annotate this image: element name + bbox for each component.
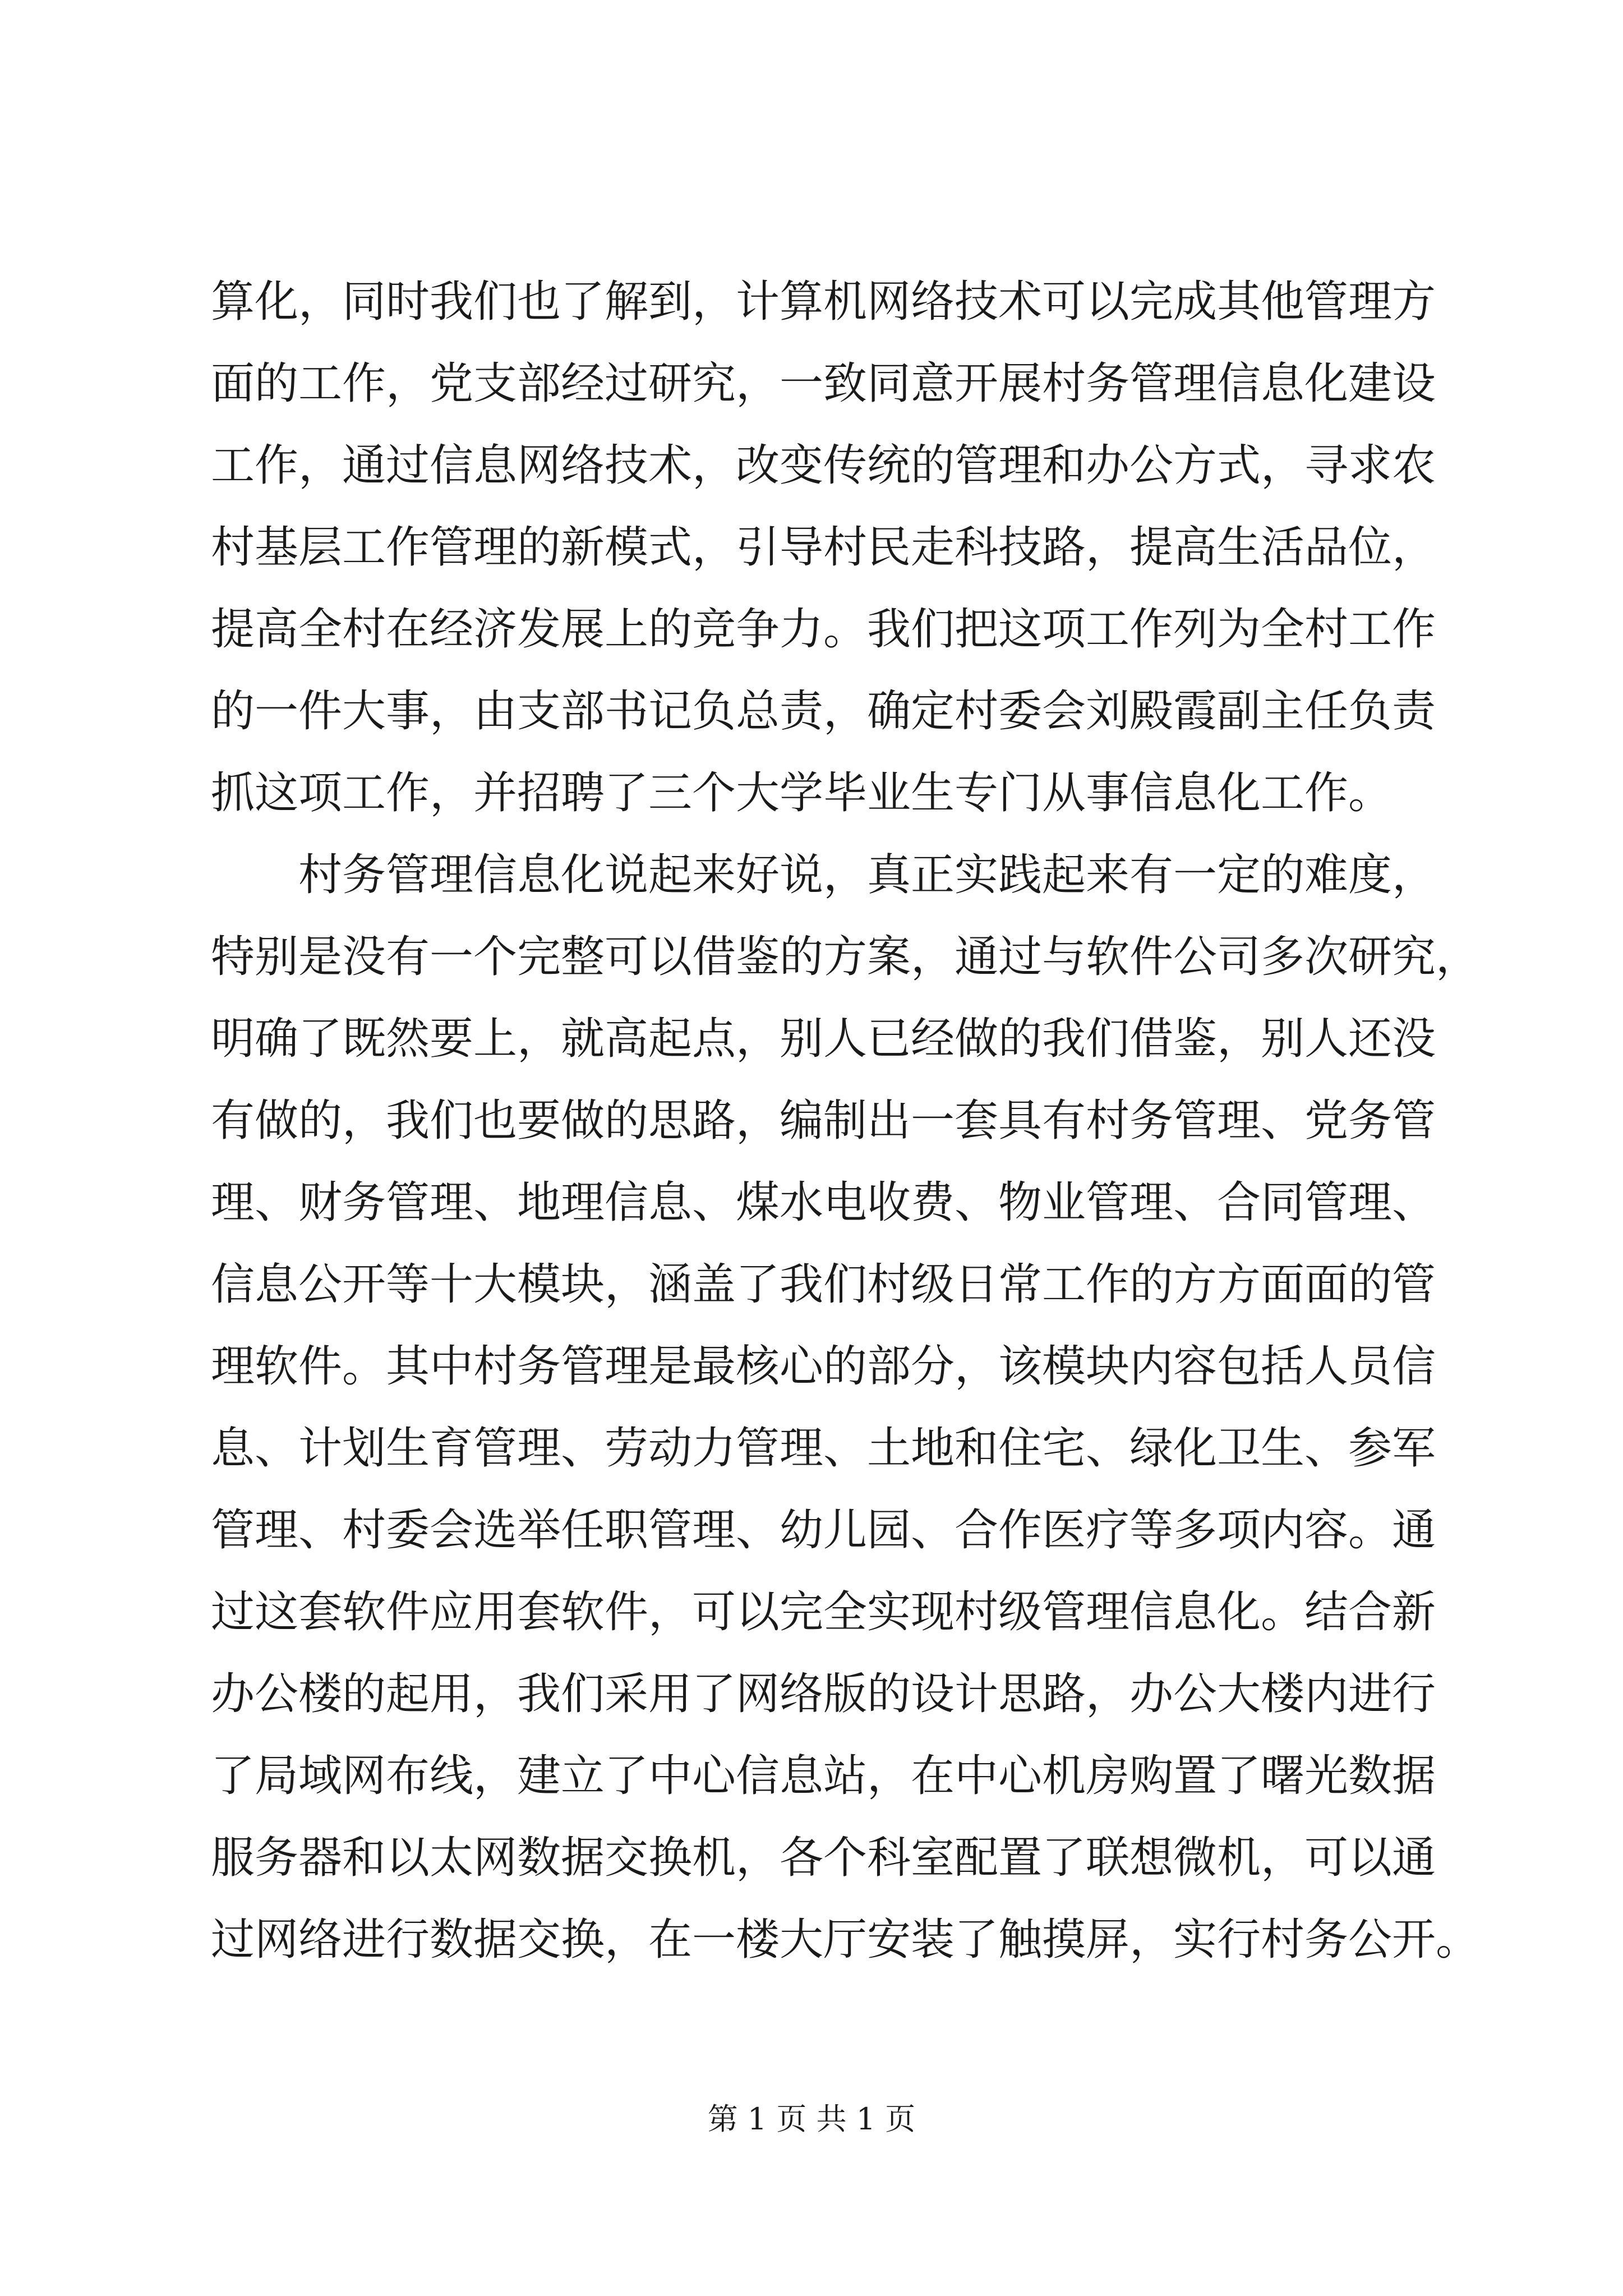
text-line: 特别是没有一个完整可以借鉴的方案，通过与软件公司多次研究，: [211, 932, 1480, 982]
text-line: 了局域网布线，建立了中心信息站，在中心机房购置了曙光数据: [211, 1751, 1436, 1801]
text-line: 面的工作，党支部经过研究，一致同意开展村务管理信息化建设: [211, 358, 1436, 409]
document-body: [211, 261, 1480, 1981]
page-number: 第 1 页 共 1 页: [707, 2101, 916, 2137]
text-line: 村基层工作管理的新模式，引导村民走科技路，提高生活品位，: [211, 522, 1436, 573]
text-line: 理软件。其中村务管理是最核心的部分，该模块内容包括人员信: [211, 1341, 1436, 1392]
text-line: 息、计划生育管理、劳动力管理、土地和住宅、绿化卫生、参军: [211, 1423, 1436, 1474]
text-line: 信息公开等十大模块，涵盖了我们村级日常工作的方方面面的管: [211, 1259, 1436, 1310]
page-footer: [0, 2095, 1623, 2138]
text-line: 过网络进行数据交换，在一楼大厅安装了触摸屏，实行村务公开。: [211, 1915, 1480, 1965]
text-line: 过这套软件应用套软件，可以完全实现村级管理信息化。结合新: [211, 1587, 1436, 1637]
text-line: 明确了既然要上，就高起点，别人已经做的我们借鉴，别人还没: [211, 1014, 1436, 1064]
text-line: 算化，同时我们也了解到，计算机网络技术可以完成其他管理方: [211, 277, 1436, 327]
text-line: 管理、村委会选举任职管理、幼儿园、合作医疗等多项内容。通: [211, 1505, 1436, 1556]
text-line: 理、财务管理、地理信息、煤水电收费、物业管理、合同管理、: [211, 1177, 1436, 1228]
text-line: 工作，通过信息网络技术，改变传统的管理和办公方式，寻求农: [211, 440, 1436, 491]
text-line: 有做的，我们也要做的思路，编制出一套具有村务管理、党务管: [211, 1096, 1436, 1146]
text-line: 村务管理信息化说起来好说，真正实践起来有一定的难度，: [298, 850, 1436, 900]
text-line: 服务器和以太网数据交换机，各个科室配置了联想微机，可以通: [211, 1833, 1436, 1883]
text-line: 的一件大事，由支部书记负总责，确定村委会刘殿霞副主任负责: [211, 686, 1436, 737]
text-line: 办公楼的起用，我们采用了网络版的设计思路，办公大楼内进行: [211, 1669, 1436, 1719]
text-line: 提高全村在经济发展上的竞争力。我们把这项工作列为全村工作: [211, 604, 1436, 655]
paragraph-2: [211, 834, 1480, 1981]
text-line: 抓这项工作，并招聘了三个大学毕业生专门从事信息化工作。: [211, 768, 1393, 818]
paragraph-1: [211, 261, 1436, 834]
